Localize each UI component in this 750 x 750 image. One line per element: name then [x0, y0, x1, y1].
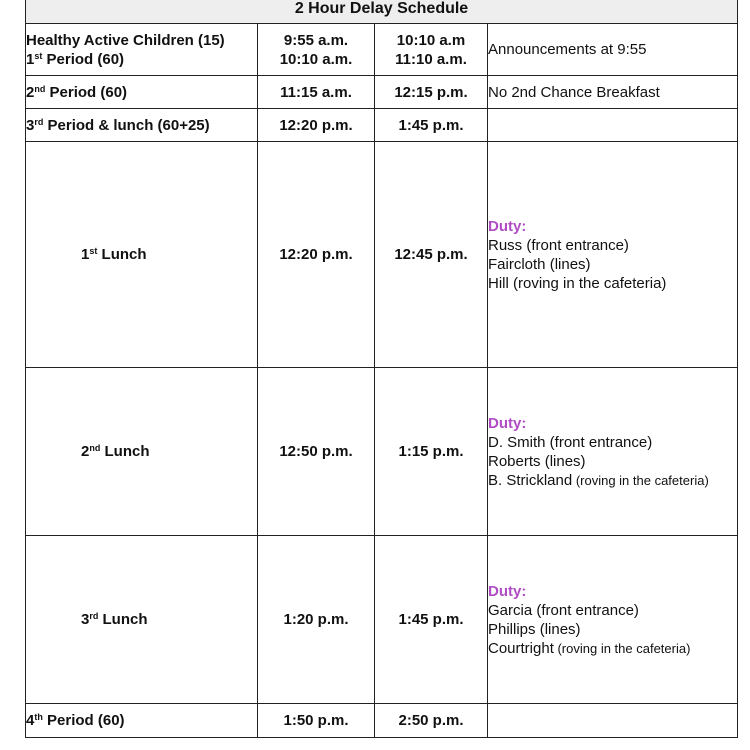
start-time	[258, 24, 375, 76]
duty-cell	[488, 142, 738, 368]
label-num: 1	[26, 50, 35, 68]
duty-name: Courtright	[488, 639, 554, 657]
end-time: 2:50 p.m.	[375, 704, 488, 738]
duty-name: B. Strickland	[488, 471, 573, 489]
duty-cell	[488, 368, 738, 536]
duty-role: (front entrance)	[545, 433, 653, 451]
label-num: 4	[26, 712, 35, 729]
label-num: 2	[26, 83, 35, 101]
start-time: 1:50 p.m.	[258, 704, 375, 738]
end-time-line: 10:10 a.m	[396, 31, 466, 49]
label-rest: Period & lunch (60+25)	[43, 116, 210, 134]
duty-role: (lines)	[545, 255, 591, 273]
duty-role: (roving in the cafeteria)	[508, 274, 667, 292]
note-cell: No 2nd Chance Breakfast	[488, 76, 738, 109]
duty-entry	[488, 274, 737, 293]
duty-role: (front entrance)	[522, 236, 629, 254]
note-cell	[488, 704, 738, 738]
end-time	[375, 24, 488, 76]
schedule-document	[25, 0, 737, 738]
duty-entry	[488, 452, 737, 471]
duty-role: (roving in the cafeteria)	[572, 472, 709, 488]
duty-role: (lines)	[535, 620, 581, 638]
start-time: 12:20 p.m.	[258, 109, 375, 142]
label-line: Healthy Active Children (15)	[26, 31, 225, 49]
end-time: 1:45 p.m.	[375, 536, 488, 704]
period-label	[26, 704, 258, 738]
duty-name: Hill	[488, 274, 509, 292]
duty-entry	[488, 236, 737, 255]
table-row	[26, 142, 738, 368]
duty-role: (roving in the cafeteria)	[553, 640, 691, 656]
label-sup: nd	[89, 443, 101, 453]
duty-heading: Duty:	[488, 582, 527, 600]
note-cell	[488, 109, 738, 142]
label-sup: st	[34, 50, 43, 61]
label-rest: Lunch	[97, 246, 147, 263]
start-time: 11:15 a.m.	[258, 76, 375, 109]
label-rest: Lunch	[100, 443, 150, 460]
duty-name: D. Smith	[488, 433, 546, 451]
duty-name: Russ	[488, 236, 523, 254]
duty-role: (front entrance)	[532, 601, 639, 619]
duty-entry	[488, 471, 737, 490]
table-row	[26, 368, 738, 536]
lunch-label	[26, 536, 258, 704]
duty-entry	[488, 601, 737, 620]
duty-heading: Duty:	[488, 414, 527, 432]
label-sup: rd	[34, 116, 44, 127]
label-rest: Period (60)	[42, 712, 125, 729]
lunch-label	[26, 142, 258, 368]
table-row	[26, 536, 738, 704]
label-rest: Period (60)	[42, 50, 125, 68]
end-time: 12:45 p.m.	[375, 142, 488, 368]
start-time-line: 9:55 a.m.	[283, 31, 349, 49]
schedule-title: 2 Hour Delay Schedule	[26, 0, 738, 24]
table-row	[26, 109, 738, 142]
label-rest: Period (60)	[45, 83, 128, 101]
label-num: 3	[81, 611, 90, 628]
end-time: 12:15 p.m.	[375, 76, 488, 109]
period-label	[26, 24, 258, 76]
label-sup: st	[89, 246, 98, 256]
duty-entry	[488, 639, 737, 658]
duty-cell	[488, 536, 738, 704]
duty-entry	[488, 620, 737, 639]
label-sup: rd	[89, 611, 99, 621]
end-time: 1:45 p.m.	[375, 109, 488, 142]
duty-heading: Duty:	[488, 217, 527, 235]
period-label	[26, 109, 258, 142]
duty-name: Faircloth	[488, 255, 546, 273]
note-cell: Announcements at 9:55	[488, 24, 738, 76]
label-sup: nd	[34, 83, 46, 94]
label-num: 1	[81, 246, 90, 263]
start-time: 12:50 p.m.	[258, 368, 375, 536]
schedule-table	[25, 0, 738, 738]
table-row	[26, 24, 738, 76]
duty-entry	[488, 255, 737, 274]
end-time-line: 11:10 a.m.	[395, 50, 467, 68]
label-sup: th	[34, 712, 43, 722]
label-num: 2	[81, 443, 90, 460]
period-label	[26, 76, 258, 109]
duty-role: (lines)	[540, 452, 586, 470]
duty-name: Phillips	[488, 620, 536, 638]
label-rest: Lunch	[98, 611, 148, 628]
label-num: 3	[26, 116, 35, 134]
table-row	[26, 76, 738, 109]
end-time: 1:15 p.m.	[375, 368, 488, 536]
duty-entry	[488, 433, 737, 452]
table-row	[26, 704, 738, 738]
duty-name: Garcia	[488, 601, 533, 619]
duty-name: Roberts	[488, 452, 541, 470]
start-time: 12:20 p.m.	[258, 142, 375, 368]
start-time-line: 10:10 a.m.	[279, 50, 353, 68]
start-time: 1:20 p.m.	[258, 536, 375, 704]
lunch-label	[26, 368, 258, 536]
